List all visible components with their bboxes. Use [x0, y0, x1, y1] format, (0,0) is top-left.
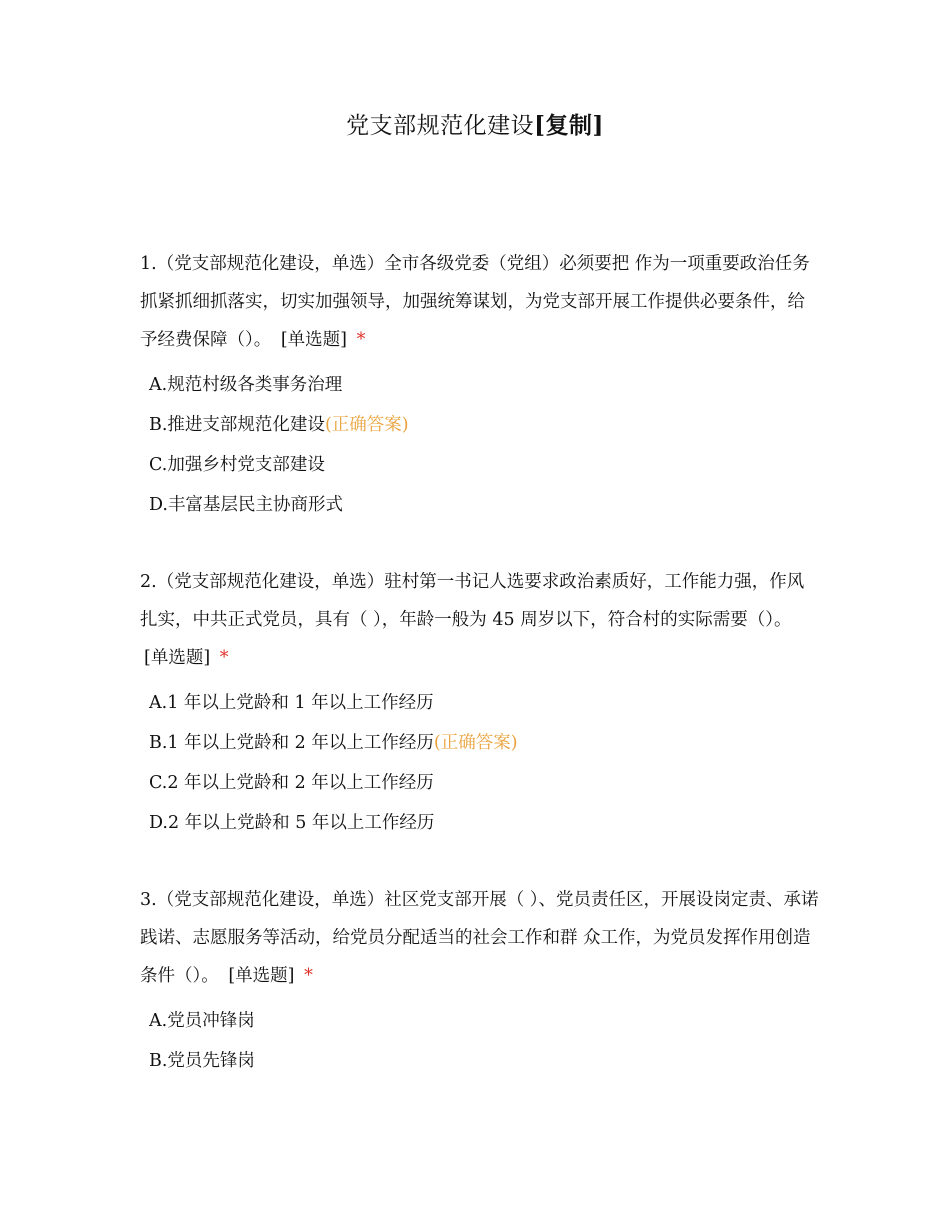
option-text: A.规范村级各类事务治理 [149, 375, 343, 395]
question-type-label: [单选题] [144, 648, 211, 668]
option-text: D.丰富基层民主协商形式 [149, 495, 343, 515]
option-text: A.1 年以上党龄和 1 年以上工作经历 [149, 693, 434, 713]
question-2 [140, 563, 820, 843]
option-b[interactable] [149, 405, 820, 445]
option-text: C.2 年以上党龄和 2 年以上工作经历 [149, 773, 434, 793]
option-d[interactable] [149, 803, 820, 843]
question-1 [140, 245, 820, 525]
option-list [140, 365, 820, 525]
required-mark: * [304, 966, 313, 986]
option-c[interactable] [149, 763, 820, 803]
question-stem [140, 245, 820, 359]
option-text: C.加强乡村党支部建设 [149, 455, 325, 475]
question-type-label: [单选题] [228, 966, 295, 986]
option-list [140, 1001, 820, 1081]
option-a[interactable] [149, 365, 820, 405]
page-title [0, 110, 950, 142]
option-a[interactable] [149, 683, 820, 723]
option-text: D.2 年以上党龄和 5 年以上工作经历 [149, 813, 435, 833]
question-stem [140, 881, 820, 995]
correct-answer-tag: (正确答案) [433, 733, 518, 753]
correct-answer-tag: (正确答案) [324, 415, 409, 435]
question-text: 3.（党支部规范化建设，单选）社区党支部开展（ ）、党员责任区，开展设岗定责、承诺践诺、志愿服务等活动，给党员分配适当的社会工作和群 众工作，为党员发挥作用创造条件（）。 [140, 890, 819, 986]
question-3 [140, 881, 820, 1081]
option-text: A.党员冲锋岗 [149, 1011, 255, 1031]
required-mark: * [219, 648, 229, 668]
option-text: B.1 年以上党龄和 2 年以上工作经历 [149, 733, 434, 753]
option-a[interactable] [149, 1001, 820, 1041]
page-title-suffix: [复制] [534, 112, 604, 139]
option-d[interactable] [149, 485, 820, 525]
question-text: 1.（党支部规范化建设，单选）全市各级党委（党组）必须要把 作为一项重要政治任务抓紧抓细抓落实，切实加强领导，加强统筹谋划，为党支部开展工作提供必要条件，给予经费保障（）。 [140, 254, 810, 350]
question-type-label: [单选题] [280, 330, 347, 350]
option-b[interactable] [149, 1041, 820, 1081]
option-text: B.党员先锋岗 [149, 1051, 255, 1071]
option-c[interactable] [149, 445, 820, 485]
question-text: 2.（党支部规范化建设，单选）驻村第一书记人选要求政治素质好，工作能力强，作风扎实，中共正式党员，具有（ ），年龄一般为 45 周岁以下，符合村的实际需要（）。 [140, 572, 805, 630]
required-mark: * [356, 330, 366, 350]
option-list [140, 683, 820, 843]
option-text: B.推进支部规范化建设 [149, 415, 325, 435]
option-b[interactable] [149, 723, 820, 763]
page-title-main: 党支部规范化建设 [346, 113, 535, 139]
question-stem [140, 563, 820, 677]
